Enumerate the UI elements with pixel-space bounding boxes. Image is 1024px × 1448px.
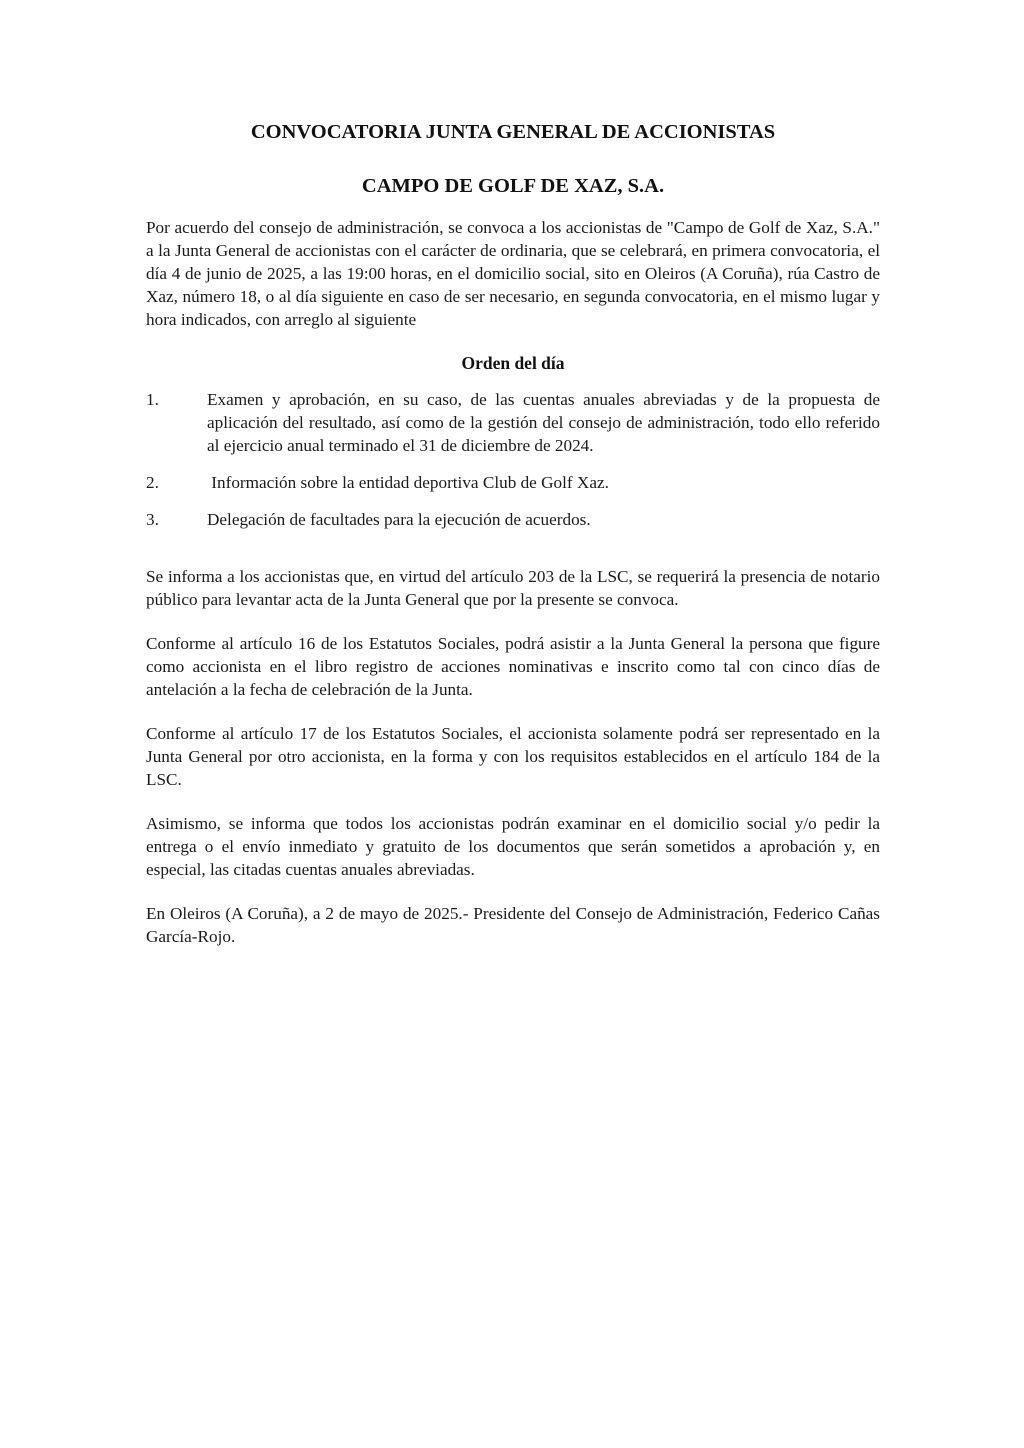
agenda-item-number: 3. bbox=[146, 510, 159, 529]
agenda-item-number: 1. bbox=[146, 390, 159, 409]
representation-paragraph: Conforme al artículo 17 de los Estatutos Sociales, el accionista solamente podrá ser representado en la Junta General por otro accionista, en la forma y con los requisitos establecidos en el artículo 184 de la LSC. bbox=[146, 724, 880, 789]
agenda-heading: Orden del día bbox=[461, 353, 565, 373]
documents-paragraph: Asimismo, se informa que todos los accionistas podrán examinar en el domicilio social y/o pedir la entrega o el envío inmediato y gratuito de los documentos que serán sometidos a aprobación y, en especial, las citadas cuentas anuales abreviadas. bbox=[146, 814, 880, 879]
signature-paragraph: En Oleiros (A Coruña), a 2 de mayo de 2025.- Presidente del Consejo de Administración, Federico Cañas García-Rojo. bbox=[146, 904, 880, 946]
intro-paragraph: Por acuerdo del consejo de administración, se convoca a los accionistas de "Campo de Golf de Xaz, S.A." a la Junta General de accionistas con el carácter de ordinaria, que se celebrará, en primera convocatoria, el día 4 de junio de 2025, a las 19:00 horas, en el domicilio social, sito en Oleiros (A Coruña), rúa Castro de Xaz, número 18, o al día siguiente en caso de ser necesario, en segunda convocatoria, en el mismo lugar y hora indicados, con arreglo al siguiente bbox=[146, 218, 880, 329]
agenda-item bbox=[146, 508, 880, 531]
agenda-item-text: Delegación de facultades para la ejecución de acuerdos. bbox=[207, 510, 591, 529]
attendance-paragraph: Conforme al artículo 16 de los Estatutos Sociales, podrá asistir a la Junta General la persona que figure como accionista en el libro registro de acciones nominativas e inscrito como tal con cinco días de antelación a la fecha de celebración de la Junta. bbox=[146, 634, 880, 699]
agenda-item-text: Información sobre la entidad deportiva Club de Golf Xaz. bbox=[207, 473, 609, 492]
company-name: CAMPO DE GOLF DE XAZ, S.A. bbox=[361, 175, 665, 197]
document-title: CONVOCATORIA JUNTA GENERAL DE ACCIONISTAS bbox=[250, 121, 776, 143]
document-page bbox=[146, 118, 880, 948]
agenda-item-text: Examen y aprobación, en su caso, de las cuentas anuales abreviadas y de la propuesta de aplicación del resultado, así como de la gestión del consejo de administración, todo ello referido al ejercicio anual terminado el 31 de diciembre de 2024. bbox=[207, 390, 880, 455]
notary-paragraph: Se informa a los accionistas que, en virtud del artículo 203 de la LSC, se requerirá la presencia de notario público para levantar acta de la Junta General que por la presente se convoca. bbox=[146, 567, 880, 609]
agenda-item-number: 2. bbox=[146, 473, 159, 492]
agenda-item bbox=[146, 388, 880, 457]
agenda-item bbox=[146, 471, 880, 494]
agenda-list bbox=[146, 388, 880, 531]
